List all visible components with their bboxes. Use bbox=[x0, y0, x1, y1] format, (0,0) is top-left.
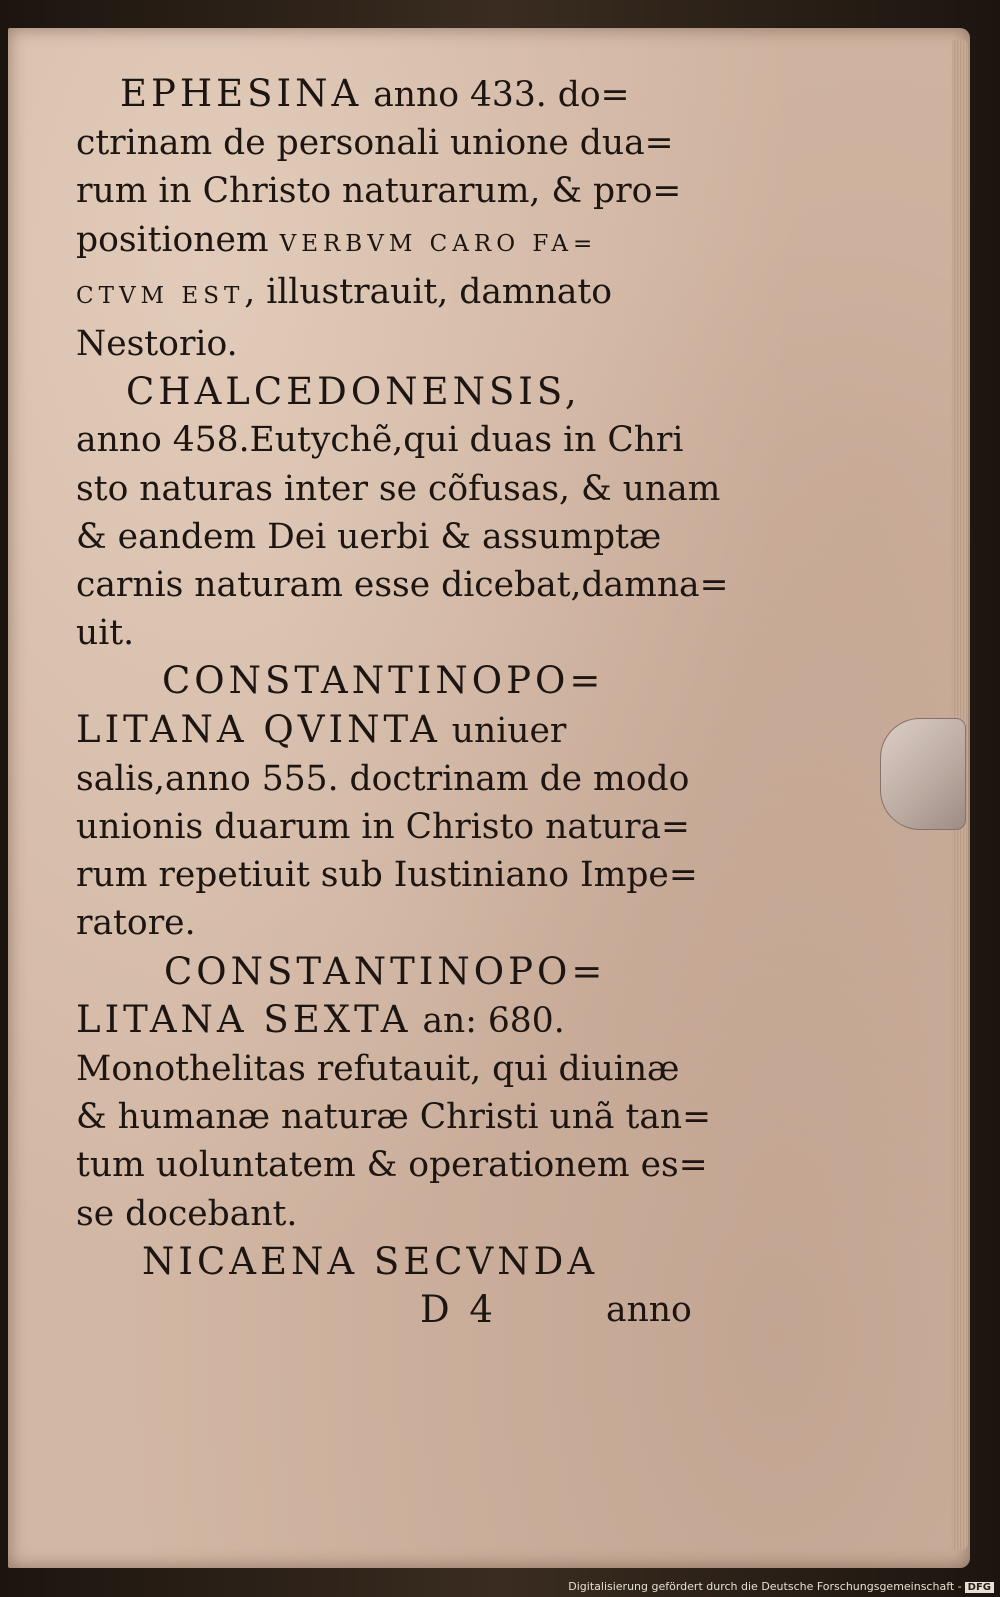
text-line: CTVM EST, illustrauit, damnato bbox=[76, 271, 613, 312]
signature-mark: D 4 bbox=[420, 1288, 497, 1332]
text-line: carnis naturam esse dicebat,damna= bbox=[76, 565, 729, 606]
page-foot bbox=[76, 1286, 696, 1334]
text-line: rum repetiuit sub Iustiniano Impe= bbox=[76, 855, 698, 896]
council-name-ephesina: EPHESINA bbox=[120, 72, 363, 115]
text-line: unionis duarum in Christo natura= bbox=[76, 807, 690, 848]
council-name-sexta: LITANA SEXTA bbox=[76, 997, 412, 1041]
text-line: Monothelitas refutauit, qui diuinæ bbox=[76, 1049, 680, 1090]
digitization-credit bbox=[568, 1580, 994, 1593]
quote-factum-est: CTVM EST bbox=[76, 282, 245, 309]
text-line: & humanæ naturæ Christi unã tan= bbox=[76, 1097, 712, 1138]
text-line: ratore. bbox=[76, 903, 196, 944]
text-line: sto naturas inter se cõfusas, & unam bbox=[76, 468, 721, 509]
text-line: se docebant. bbox=[76, 1193, 298, 1234]
text-line: rum in Christo naturarum, & pro= bbox=[76, 171, 682, 212]
text-line: tum uoluntatem & operationem es= bbox=[76, 1145, 708, 1186]
text-line: EPHESINA anno 433. do= bbox=[120, 72, 630, 115]
council-heading: CONSTANTINOPO= bbox=[162, 659, 605, 703]
text-line: positionem VERBVM CARO FA= bbox=[76, 219, 598, 260]
text-line: LITANA SEXTA an: 680. bbox=[76, 997, 565, 1041]
text-line: & eandem Dei uerbi & assumptæ bbox=[76, 516, 662, 557]
text-line: ctrinam de personali unione dua= bbox=[76, 123, 674, 164]
council-heading: CONSTANTINOPO= bbox=[164, 949, 607, 993]
dfg-logo: DFG bbox=[965, 1582, 994, 1593]
council-heading: NICAENA SECVNDA bbox=[142, 1239, 599, 1283]
text-line: uit. bbox=[76, 613, 135, 654]
credit-text: Digitalisierung gefördert durch die Deutsche Forschungsgemeinschaft - bbox=[568, 1580, 962, 1593]
catchword: anno bbox=[606, 1290, 692, 1331]
text-line: anno 458.Eutychẽ,qui duas in Chri bbox=[76, 420, 684, 461]
council-name-quinta: LITANA QVINTA bbox=[76, 707, 441, 751]
page-tab bbox=[880, 718, 966, 830]
quote-verbum-caro: VERBVM CARO FA= bbox=[279, 230, 598, 257]
text-line: LITANA QVINTA uniuer bbox=[76, 707, 567, 751]
council-heading: CHALCEDONENSIS, bbox=[126, 370, 581, 414]
page-text bbox=[76, 70, 729, 1334]
text-line: salis,anno 555. doctrinam de modo bbox=[76, 758, 690, 799]
text-line: Nestorio. bbox=[76, 324, 238, 365]
